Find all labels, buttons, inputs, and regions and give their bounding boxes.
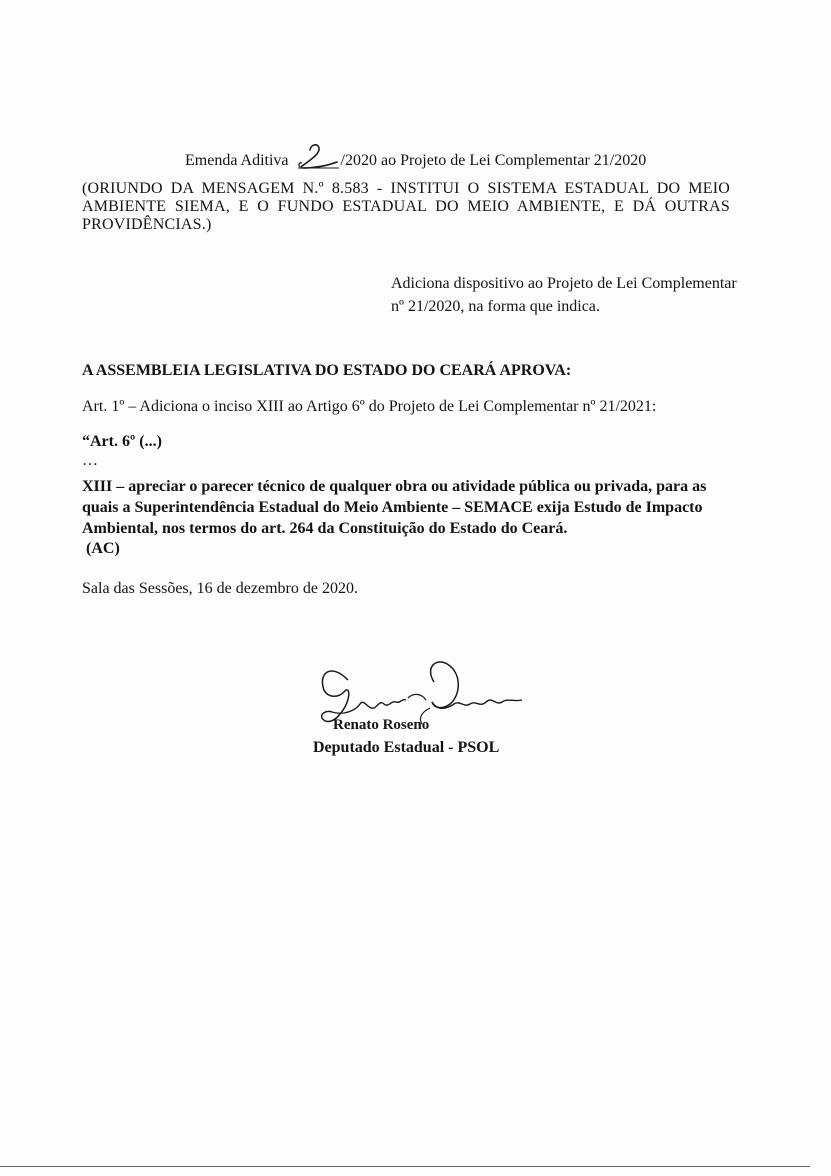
place-date: Sala das Sessões, 16 de dezembro de 2020. bbox=[82, 580, 358, 597]
handwritten-number bbox=[296, 143, 340, 171]
bottom-divider bbox=[0, 1166, 810, 1167]
ementa: Adiciona dispositivo ao Projeto de Lei Complementar nº 21/2020, na forma que indica. bbox=[391, 275, 737, 315]
origin-paragraph: (ORIUNDO DA MENSAGEM N.º 8.583 - INSTITUI O SISTEMA ESTADUAL DO MEIO AMBIENTE SIEMA, E O FUNDO ESTADUAL DO MEIO AMBIENTE, E DÁ OUTRAS PROVIDÊNCIAS.) bbox=[82, 180, 730, 233]
article-1: Art. 1º – Adiciona o inciso XIII ao Artigo 6º do Projeto de Lei Complementar nº 21/2021: bbox=[82, 398, 657, 415]
document-title bbox=[185, 143, 646, 171]
enactment-heading: A ASSEMBLEIA LEGISLATIVA DO ESTADO DO CEARÁ APROVA: bbox=[82, 362, 572, 379]
omission-ellipsis: … bbox=[82, 452, 98, 469]
ac-marker: (AC) bbox=[86, 540, 120, 557]
signatory-name: Renato Roseno bbox=[333, 717, 430, 733]
signatory-role: Deputado Estadual - PSOL bbox=[313, 739, 500, 756]
title-suffix: /2020 ao Projeto de Lei Complementar 21/2020 bbox=[340, 152, 647, 169]
inciso-xiii: XIII – apreciar o parecer técnico de qualquer obra ou atividade pública ou privada, para as quais a Superintendência Estadual do Meio Ambiente – SEMACE exija Estudo de Impacto Ambiental, nos termos do art. 264 da Constituição do Estado do Ceará. bbox=[82, 478, 707, 537]
title-prefix: Emenda Aditiva bbox=[185, 152, 289, 169]
article-6-reference: “Art. 6º (...) bbox=[82, 433, 162, 450]
